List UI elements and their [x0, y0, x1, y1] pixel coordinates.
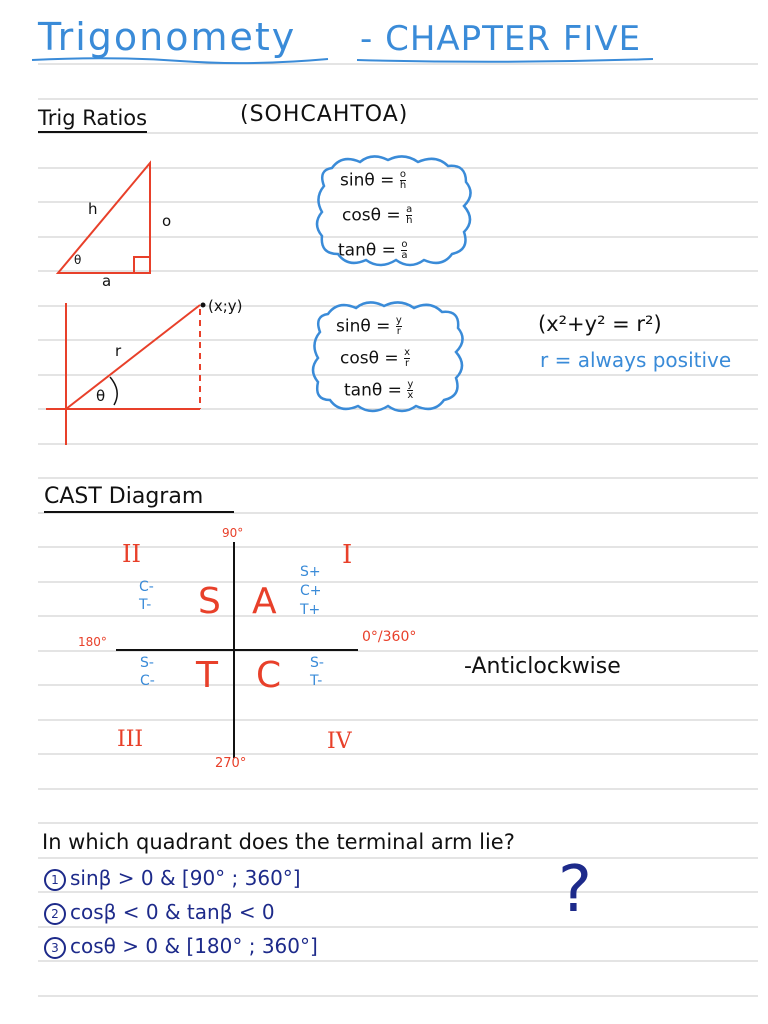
- pythagoras-formula: (x²+y² = r²): [538, 312, 662, 336]
- quadrant-1-label: I: [342, 540, 353, 570]
- q1-sign-t: T+: [300, 602, 321, 618]
- label-point-xy: (x;y): [208, 297, 243, 315]
- cloud1-tan: tanθ = $\frac{o}{a}$: [338, 239, 408, 261]
- cloud2-sin: sinθ = $\frac{y}{r}$: [336, 315, 402, 337]
- title-trigonomety: Trigonomety: [38, 15, 297, 59]
- heading-trig-ratios: Trig Ratios: [38, 108, 147, 133]
- quadrant-4-label: IV: [327, 729, 352, 754]
- cast-letter-a: A: [252, 581, 277, 622]
- q4-sign-s: S-: [310, 655, 324, 671]
- cloud2-tan: tanθ = $\frac{y}{x}$: [344, 379, 414, 401]
- q2-sign-c: C-: [139, 579, 154, 595]
- note-r-positive: r = always positive: [540, 348, 732, 372]
- angle-270: 270°: [215, 756, 247, 771]
- question-item-3: 3 cosθ > 0 & [180° ; 360°]: [44, 934, 318, 959]
- label-theta-1: θ: [74, 253, 82, 267]
- heading-cast-diagram: CAST Diagram: [44, 486, 234, 513]
- question-heading: In which quadrant does the terminal arm lie?: [42, 830, 515, 854]
- cast-letter-t: T: [196, 655, 218, 696]
- q1-sign-s: S+: [300, 564, 321, 580]
- question-item-1: 1 sinβ > 0 & [90° ; 360°]: [44, 866, 301, 891]
- label-theta-2: θ: [96, 387, 106, 405]
- q2-sign-t: T-: [139, 597, 152, 613]
- q4-sign-t: T-: [310, 673, 323, 689]
- label-h: h: [88, 200, 98, 218]
- angle-0-360: 0°/360°: [362, 629, 417, 645]
- label-o: o: [162, 212, 172, 230]
- right-triangle: [50, 155, 170, 280]
- question-mark: ?: [558, 853, 592, 927]
- heading-sohcahtoa: (SOHCAHTOA): [240, 102, 409, 127]
- quadrant-3-label: III: [117, 727, 144, 752]
- angle-180: 180°: [78, 635, 107, 649]
- title-underline-2: [355, 56, 655, 66]
- label-a: a: [102, 272, 112, 290]
- quadrant-2-label: II: [122, 540, 141, 568]
- question-item-2: 2 cosβ < 0 & tanβ < 0: [44, 900, 275, 925]
- cloud2-cos: cosθ = $\frac{x}{r}$: [340, 347, 410, 369]
- item-number-3: 3: [44, 937, 66, 959]
- q3-sign-s: S-: [140, 655, 154, 671]
- coordinate-triangle: [40, 295, 220, 450]
- q3-sign-c: C-: [140, 673, 155, 689]
- cast-letter-c: C: [256, 655, 282, 696]
- cloud1-sin: sinθ = $\frac{o}{h}$: [340, 169, 407, 191]
- item-number-2: 2: [44, 903, 66, 925]
- item-number-1: 1: [44, 869, 66, 891]
- title-underline: [30, 54, 330, 66]
- cast-letter-s: S: [198, 581, 221, 622]
- angle-90: 90°: [222, 526, 244, 540]
- label-r: r: [115, 342, 122, 360]
- cloud1-cos: cosθ = $\frac{a}{h}$: [342, 204, 413, 226]
- q1-sign-c: C+: [300, 583, 322, 599]
- anticlockwise-note: -Anticlockwise: [464, 654, 621, 679]
- title-chapter: - CHAPTER FIVE: [360, 19, 642, 59]
